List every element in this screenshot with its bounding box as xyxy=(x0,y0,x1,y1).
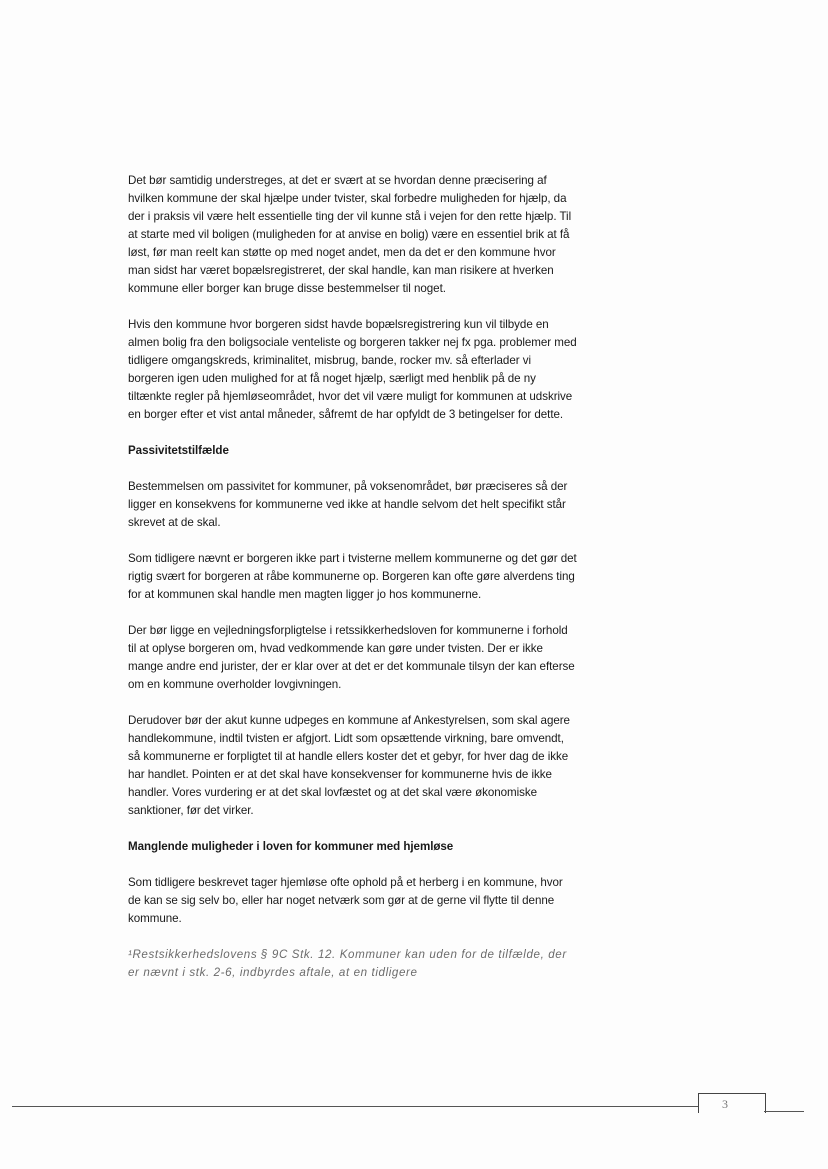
footer-rule-right xyxy=(764,1111,804,1112)
section-heading-missing-options: Manglende muligheder i loven for kommuner med hjemløse xyxy=(128,840,454,853)
paragraph: Som tidligere nævnt er borgeren ikke part i tvisterne mellem kommunerne og det gør det rigtig svært for borgeren at råbe kommunerne op. Borgeren kan ofte gøre alverdens ting for at kommunen skal handle men magten ligger jo hos kommunerne. xyxy=(128,552,577,601)
paragraph: Hvis den kommune hvor borgeren sidst havde bopælsregistrering kun vil tilbyde en almen bolig fra den boligsociale venteliste og borgeren takker nej fx pga. problemer med tidligere omgangskreds, kriminalitet, misbrug, bande, rocker mv. så efterlader vi borgeren igen uden mulighed for at få noget hjælp, særligt med henblik på de ny tiltænkte regler på hjemløseområdet, hvor det vil være muligt for kommunen at udskrive en borger efter et vist antal måneder, såfremt de har opfyldt de 3 betingelser for dette. xyxy=(128,318,577,421)
footnote: ¹Restsikkerhedslovens § 9C Stk. 12. Kommuner kan uden for de tilfælde, der er nævnt i stk. 2-6, indbyrdes aftale, at en tidligere xyxy=(128,948,567,979)
paragraph: Der bør ligge en vejledningsforpligtelse i retssikkerhedsloven for kommunerne i forhold til at oplyse borgeren om, hvad vedkommende kan gøre under tvisten. Der er ikke mange andre end jurister, der er klar over at det er det kommunale tilsyn der kan efterse om en kommune overholder lovgivningen. xyxy=(128,624,575,691)
paragraph: Som tidligere beskrevet tager hjemløse ofte ophold på et herberg i en kommune, hvor de kan se sig selv bo, eller har noget netværk som gør at de gerne vil flytte til denne kommune. xyxy=(128,876,563,925)
document-body xyxy=(128,172,578,982)
page-number: 3 xyxy=(722,1097,728,1111)
footer-rule xyxy=(12,1106,698,1107)
paragraph: Det bør samtidig understreges, at det er svært at se hvordan denne præcisering af hvilken kommune der skal hjælpe under tvister, skal forbedre muligheden for hjælp, da der i praksis vil være helt essentielle ting der vil kunne stå i vejen for den rette hjælp. Til at starte med vil boligen (muligheden for at anvise en bolig) være en essentiel brik at få løst, før man reelt kan støtte op med noget andet, men da det er den kommune hvor man sidst har været bopælsregistreret, der skal handle, kan man risikere at hverken kommune eller borger kan bruge disse bestemmelser til noget. xyxy=(128,174,572,295)
page-number-box xyxy=(698,1093,766,1113)
section-heading-passivity: Passivitetstilfælde xyxy=(128,444,229,457)
paragraph: Derudover bør der akut kunne udpeges en kommune af Ankestyrelsen, som skal agere handlekommune, indtil tvisten er afgjort. Lidt som opsættende virkning, bare omvendt, så kommunerne er forpligtet til at handle ellers koster det et gebyr, for hver dag de ikke har handlet. Pointen er at det skal have konsekvenser for kommunerne hvis de ikke handler. Vores vurdering er at det skal lovfæstet og at det skal være økonomiske sanktioner, før det virker. xyxy=(128,714,570,817)
paragraph: Bestemmelsen om passivitet for kommuner, på voksenområdet, bør præciseres så der ligger en konsekvens for kommunerne ved ikke at handle selvom det helt specifikt står skrevet at de skal. xyxy=(128,480,568,529)
